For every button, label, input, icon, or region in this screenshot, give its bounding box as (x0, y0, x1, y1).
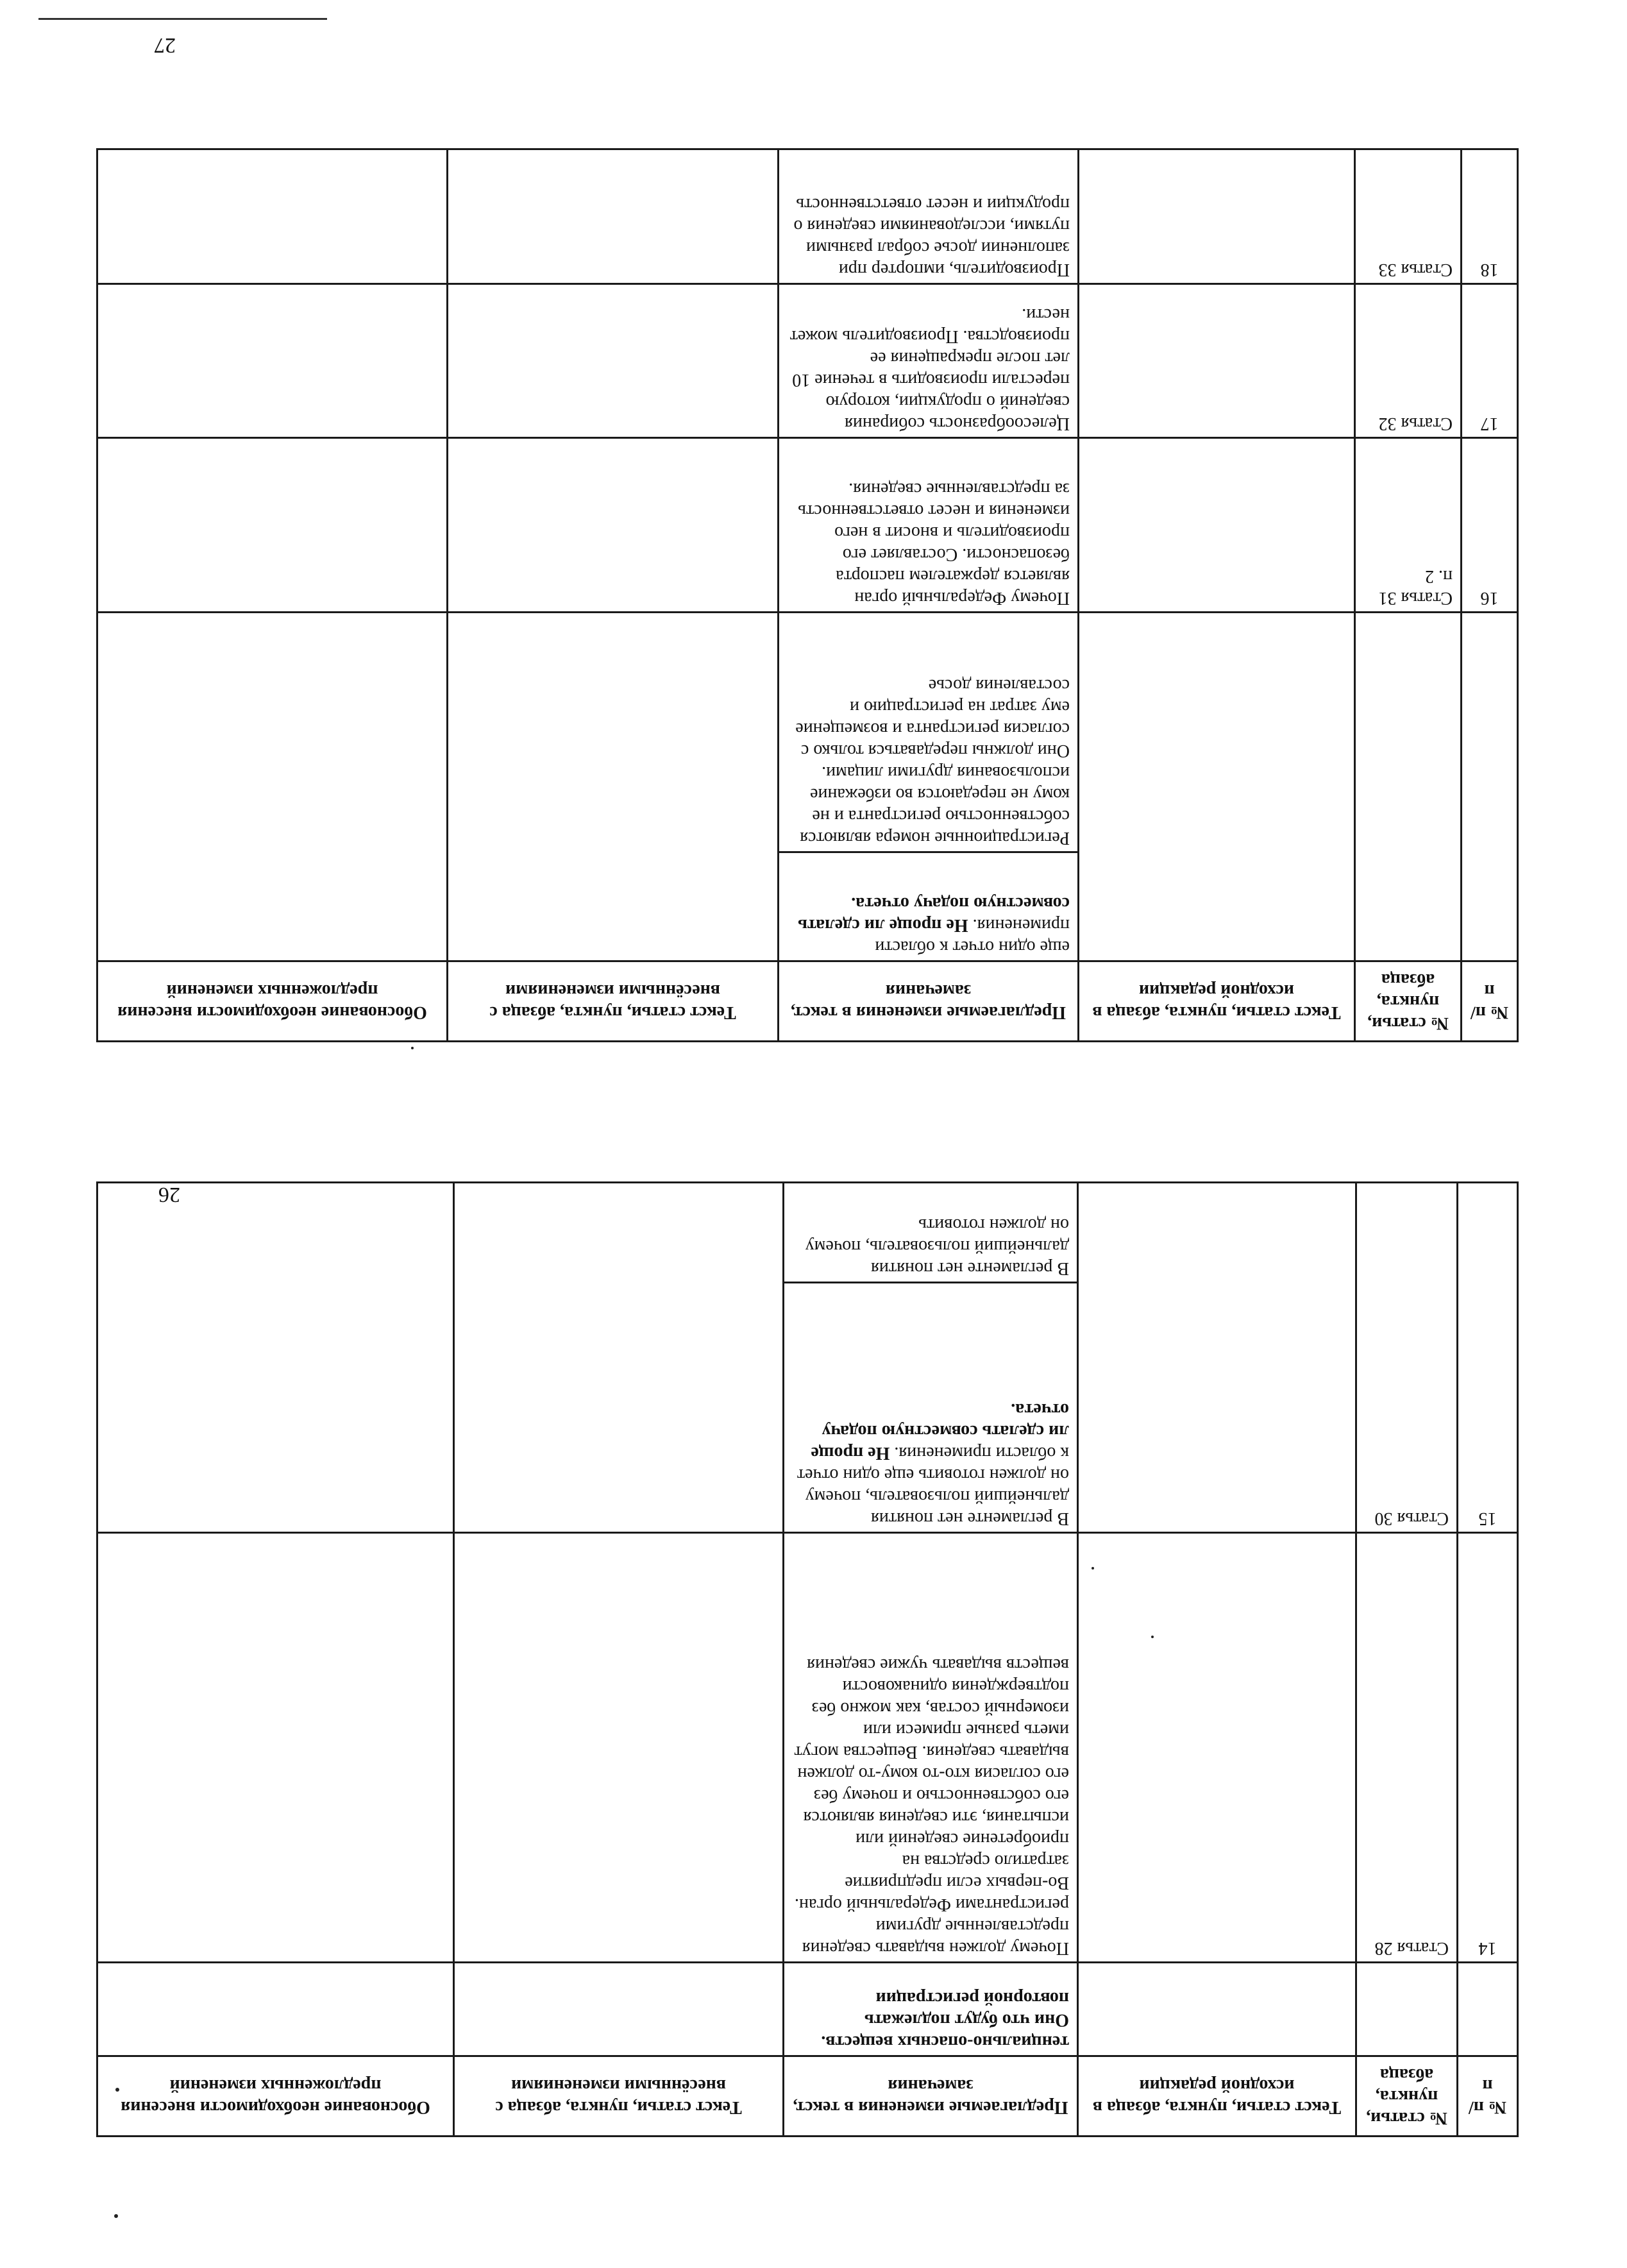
table-header (97, 961, 1518, 1042)
row-number: 15 (1458, 1183, 1518, 1533)
comment-text: Целесообразность собирания сведений о продукции, которую перестали производить в течение 10 лет после прекращения ее производства. Производитель может нести. (779, 284, 1079, 438)
continuation-emphasis: Не проще ли сделать совместную подачу отчета. (798, 893, 1070, 935)
table-row-15 (97, 1283, 1518, 1533)
comment-text: Почему должен выдавать сведения представленные другими регистрантами Федеральный орган. Во-первых если предприятие затратило средства на приобретение сведений или испытания, эти сведения являются его собственностью и почему без его согласия кто-то кому-то должен выдавать сведения. Вещества могут иметь разные примеси или изомерный состав, как можно без подтверждения одинаковости веществ выдавать чужие сведения (784, 1533, 1078, 1963)
scan-speck (115, 2088, 119, 2092)
comments-table-page-27 (96, 148, 1519, 1042)
header-article-num: № статьи, пункта, абзаца (1355, 961, 1462, 1042)
scan-speck (411, 1047, 414, 1049)
comments-table-page-26 (96, 1181, 1519, 2137)
comment-text (784, 1283, 1078, 1533)
comment-emphasis: Не проще ли сделать совместную подачу отчета. (811, 1400, 1069, 1463)
continuation-text: Регистрационные номера являются собственностью регистранта и не кому не передаются во избежание использования другими лицами. Они должны передаваться только с согласия регистранта и возмещение ему затрат на регистрацию и составления досье (779, 613, 1079, 852)
article-ref: Статья 32 (1355, 284, 1462, 438)
header-proposed-changes: Предлагаемые изменения в текст, замечания (779, 961, 1079, 1042)
header-revised-text: Текст статьи, пункта, абзаца с внесёнными изменениями (448, 961, 779, 1042)
scan-speck (114, 2214, 118, 2218)
table-row-18 (97, 149, 1518, 284)
table-row-17 (97, 284, 1518, 438)
article-ref: Статья 28 (1356, 1533, 1458, 1963)
continuation-text: тенциально-опасных веществ. Они что будут подлежать повторной регистрации (784, 1963, 1078, 2056)
article-ref: Статья 31 п. 2 (1355, 438, 1462, 613)
table-row-16 (97, 438, 1518, 613)
comment-text: Производитель, импортер при заполнении досье собрал разными путями, исследованиями сведения о продукции и несет ответственность (779, 149, 1079, 284)
row-number: 18 (1462, 149, 1518, 284)
header-proposed-changes: Предлагаемые изменения в текст, замечания (784, 2056, 1078, 2137)
scan-speck (1092, 1567, 1094, 1570)
header-revised-text: Текст статьи, пункта, абзаца с внесёнными изменениями (454, 2056, 784, 2137)
row-number: 17 (1462, 284, 1518, 438)
continuation-plain: еще один отчет к области применения. (875, 915, 1070, 957)
article-ref: Статья 33 (1355, 149, 1462, 284)
article-ref: Статья 30 (1356, 1183, 1458, 1533)
header-num: № п/п (1462, 961, 1518, 1042)
header-num: № п/п (1458, 2056, 1518, 2137)
table-row-continuation (97, 852, 1518, 961)
header-original-text: Текст статьи, пункта, абзаца в исходной редакции (1078, 2056, 1356, 2137)
page-number: 27 (154, 33, 176, 57)
scan-speck (1151, 1636, 1154, 1638)
page-26 (0, 1134, 1627, 2268)
header-justification: Обоснование необходимости внесения предложенных изменений (97, 2056, 454, 2137)
table-row-14 (97, 1533, 1518, 1963)
continuation-text (779, 852, 1079, 961)
page-number: 26 (158, 1183, 180, 1206)
comment-text: В регламенте нет понятия дальнейший пользователь, почему он должен готовить (784, 1183, 1078, 1283)
table-row-continuation (97, 1963, 1518, 2056)
row-number: 16 (1462, 438, 1518, 613)
table-header (97, 2056, 1518, 2137)
comment-text: Почему Федеральный орган является держателем паспорта безопасности. Составляет его производитель и вносит в него изменения и несет ответственность за представленные сведения. (779, 438, 1079, 613)
comment-plain: В регламенте нет понятия дальнейший пользователь, почему он должен готовить еще один отчет к области применения. (797, 1443, 1069, 1528)
row-number: 14 (1458, 1533, 1518, 1963)
header-original-text: Текст статьи, пункта, абзаца в исходной редакции (1079, 961, 1355, 1042)
header-article-num: № статьи, пункта, абзаца (1356, 2056, 1458, 2137)
header-justification: Обоснование необходимости внесения предложенных изменений (97, 961, 448, 1042)
